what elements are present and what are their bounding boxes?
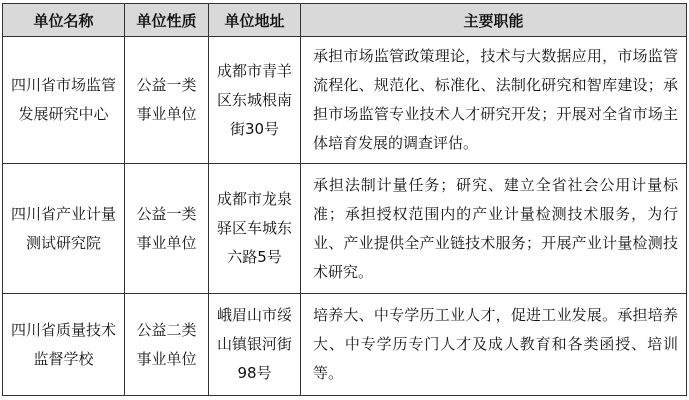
units-table-container (2, 3, 686, 396)
unit-name-cell: 四川省产业计量测试研究院 (3, 164, 125, 294)
header-unit-address: 单位地址 (209, 4, 301, 37)
header-main-duty: 主要职能 (301, 4, 687, 37)
unit-name-cell: 四川省市场监管发展研究中心 (3, 37, 125, 164)
unit-address-cell: 成都市龙泉驿区车城东六路5号 (209, 164, 301, 294)
units-table (2, 3, 687, 396)
unit-address-cell: 成都市青羊区东城根南街30号 (209, 37, 301, 164)
unit-type-cell: 公益一类事业单位 (125, 37, 209, 164)
unit-type-cell: 公益一类事业单位 (125, 164, 209, 294)
table-row (3, 164, 687, 294)
unit-duty-cell: 承担法制计量任务；研究、建立全省社会公用计量标准；承担授权范围内的产业计量检测技术服务，为行业、产业提供全产业链技术服务；开展产业计量检测技术研究。 (301, 164, 687, 294)
unit-duty-cell: 培养大、中专学历工业人才，促进工业发展。承担培养大、中专学历专门人才及成人教育和各类函授、培训等。 (301, 294, 687, 396)
unit-name-cell: 四川省质量技术监督学校 (3, 294, 125, 396)
unit-duty-cell: 承担市场监管政策理论，技术与大数据应用，市场监管流程化、规范化、标准化、法制化研究和智库建设；承担市场监管专业技术人才研究开发；开展对全省市场主体培育发展的调查评估。 (301, 37, 687, 164)
unit-type-cell: 公益二类事业单位 (125, 294, 209, 396)
header-unit-type: 单位性质 (125, 4, 209, 37)
unit-address-cell: 峨眉山市绥山镇银河街98号 (209, 294, 301, 396)
table-header-row (3, 4, 687, 37)
table-row (3, 37, 687, 164)
table-row (3, 294, 687, 396)
header-unit-name: 单位名称 (3, 4, 125, 37)
